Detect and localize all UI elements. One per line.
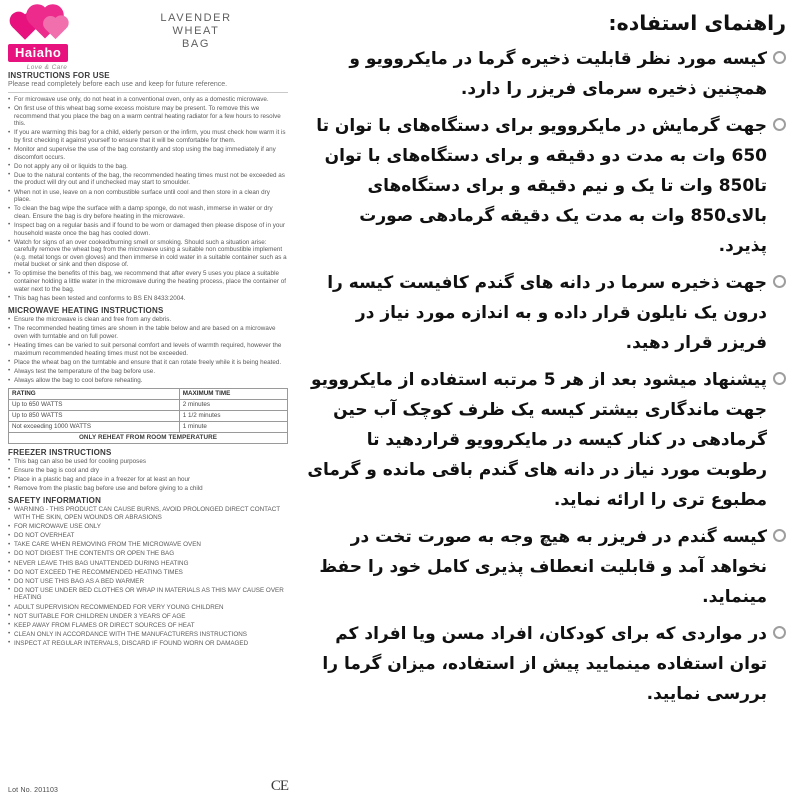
list-item: • This bag has been tested and conforms to BS EN 8433:2004.: [8, 295, 288, 303]
list-item: • Always test the temperature of the bag before use.: [8, 368, 288, 376]
list-item: • DO NOT USE UNDER BED CLOTHES OR WRAP IN MATERIALS AS THIS MAY CAUSE OVER HEATING: [8, 587, 288, 602]
farsi-instructions-column: [296, 0, 800, 800]
cell-rating: Not exceeding 1000 WATTS: [9, 421, 180, 432]
list-item: • Watch for signs of an over cooked/burning smell or smoking. Should such a situation arise: carefully remove the wheat bag from the microwave using a suitable non combustible implement (e.g. metal tongs or oven gloves) and then immerse in cold water in a suitable container such as a metal bucket or sink and then dispose of.: [8, 239, 288, 269]
list-item: • Inspect bag on a regular basis and if found to be worn or damaged then please dispose of in your household waste once the bag has cooled down.: [8, 222, 288, 237]
divider: [8, 92, 288, 93]
bullet-circle-icon: [773, 372, 786, 385]
microwave-heating-section: [8, 306, 288, 443]
list-item: • Monitor and supervise the use of the bag constantly and stop using the bag immediately if any discomfort occurs.: [8, 146, 288, 161]
list-item: • If you are warming this bag for a child, elderly person or the infirm, you must check how warm it is by first checking it against yourself to ensure that it will be comfortable for them.: [8, 129, 288, 144]
list-item: [306, 522, 786, 612]
list-item: • DO NOT OVERHEAT: [8, 532, 288, 540]
list-item: • Ensure the bag is cool and dry: [8, 467, 288, 475]
list-item-label: در مواردی که برای کودکان، افراد مسن ویا افراد کم توان استفاده مینمایید پیش از استفاده، میزان گرما را بررسی نمایید.: [322, 624, 767, 704]
list-item: • Ensure the microwave is clean and free from any debris.: [8, 316, 288, 324]
list-item: [306, 268, 786, 358]
table-row: [9, 410, 288, 421]
lot-number: Lot No. 201103: [8, 787, 59, 794]
list-item-label: پیشنهاد میشود بعد از هر 5 مرتبه استفاده از مایکروویو جهت ماندگاری بیشتر کیسه یک ظرف کوچک آب حین گرمادهی در کنار کیسه در مایکروویو قراردهید تا رطوبت مورد نیاز در دانه های گندم باقی مانده و گرمای مطبوع تری را ارائه نماید.: [307, 370, 767, 510]
product-title-line-1: LAVENDER: [160, 12, 232, 24]
list-item-label: جهت ذخیره سرما در دانه های گندم کافیست کیسه را درون یک نایلون قرار داده و به اندازه مورد نیاز در فریزر قرار دهید.: [327, 273, 767, 353]
list-item: • For microwave use only, do not heat in a conventional oven, only as a domestic microwave.: [8, 96, 288, 104]
list-item: • To optimise the benefits of this bag, we recommend that after every 5 uses you place a suitable container holding a little water in the microwave during the heating process, place the container of water next to the bag.: [8, 270, 288, 293]
list-item: • DO NOT EXCEED THE RECOMMENDED HEATING TIMES: [8, 569, 288, 577]
list-item: • Place in a plastic bag and place in a freezer for at least an hour: [8, 476, 288, 484]
brand-tagline: Love & Care: [26, 64, 68, 71]
microwave-heading: MICROWAVE HEATING INSTRUCTIONS: [8, 306, 164, 316]
label-footer: [8, 779, 288, 794]
column-header-rating: RATING: [9, 388, 180, 399]
column-header-maximum-time: MAXIMUM TIME: [179, 388, 287, 399]
list-item-label: کیسه مورد نظر قابلیت ذخیره گرما در مایکروویو و همچنین ذخیره سرمای فریزر را دارد.: [349, 49, 767, 99]
bullet-circle-icon: [773, 626, 786, 639]
english-instructions-column: [0, 0, 296, 800]
table-header-row: [9, 388, 288, 399]
product-title: [104, 6, 288, 51]
brand-header: [8, 6, 288, 71]
list-item: [306, 111, 786, 261]
bullet-circle-icon: [773, 529, 786, 542]
instructions-for-use-section: [8, 71, 288, 302]
table-row: [9, 399, 288, 410]
list-item: • DO NOT DIGEST THE CONTENTS OR OPEN THE BAG: [8, 550, 288, 558]
product-title-line-2: WHEAT: [172, 25, 220, 37]
bullet-circle-icon: [773, 118, 786, 131]
ce-mark-icon: CE: [270, 778, 288, 794]
list-item: • TAKE CARE WHEN REMOVING FROM THE MICROWAVE OVEN: [8, 541, 288, 549]
cell-time: 1 minute: [179, 421, 287, 432]
list-item: • NOT SUITABLE FOR CHILDREN UNDER 3 YEARS OF AGE: [8, 613, 288, 621]
safety-information-section: [8, 496, 288, 647]
list-item: • When not in use, leave on a non combustible surface until cool and then store in a clean dry place.: [8, 189, 288, 204]
product-title-line-3: BAG: [181, 38, 211, 50]
general-bullet-list: [8, 96, 288, 302]
safety-heading: SAFETY INFORMATION: [8, 496, 102, 506]
list-item: • On first use of this wheat bag some excess moisture may be present. To remove this we recommend that you place the bag on a warm central heating radiator for a few hours to resolve this.: [8, 105, 288, 128]
cell-rating: Up to 650 WATTS: [9, 399, 180, 410]
bullet-circle-icon: [773, 275, 786, 288]
table-row: [9, 421, 288, 432]
list-item: • Remove from the plastic bag before use and before giving to a child: [8, 485, 288, 493]
brand-name: Haiaho: [8, 44, 68, 62]
freezer-heading: FREEZER INSTRUCTIONS: [8, 447, 112, 457]
page-title: راهنمای استفاده:: [608, 11, 786, 35]
list-item: [306, 365, 786, 515]
list-item: • Due to the natural contents of the bag, the recommended heating times must not be exceeded as the product will dry out and if unchecked may start to smoulder.: [8, 172, 288, 187]
list-item: • FOR MICROWAVE USE ONLY: [8, 523, 288, 531]
heating-times-table: [8, 388, 288, 433]
freezer-bullet-list: [8, 458, 288, 493]
list-item: • DO NOT USE THIS BAG AS A BED WARMER: [8, 578, 288, 586]
list-item: • To clean the bag wipe the surface with a damp sponge, do not wash, immerse in water or dry clean. Ensure the bag is dry before heating in the microwave.: [8, 205, 288, 220]
safety-bullet-list: [8, 506, 288, 647]
list-item: [306, 44, 786, 104]
list-item: • CLEAN ONLY IN ACCORDANCE WITH THE MANUFACTURERS INSTRUCTIONS: [8, 631, 288, 639]
list-item: • Always allow the bag to cool before reheating.: [8, 377, 288, 385]
list-item: [306, 619, 786, 709]
instructions-heading: INSTRUCTIONS FOR USE: [8, 71, 110, 80]
heating-table-note: ONLY REHEAT FROM ROOM TEMPERATURE: [8, 433, 288, 444]
list-item: • NEVER LEAVE THIS BAG UNATTENDED DURING HEATING: [8, 560, 288, 568]
instructions-subheading: Please read completely before each use and keep for future reference.: [8, 81, 228, 88]
list-item: • Do not apply any oil or liquids to the bag.: [8, 163, 288, 171]
list-item: • Heating times can be varied to suit personal comfort and levels of warmth required, however the maximum recommended heating times must not be exceeded.: [8, 342, 288, 357]
cell-time: 2 minutes: [179, 399, 287, 410]
brand-logo: [8, 6, 104, 71]
list-item: • This bag can also be used for cooling purposes: [8, 458, 288, 466]
list-item: • The recommended heating times are shown in the table below and are based on a microwave oven with turntable and on full power.: [8, 325, 288, 340]
list-item-label: کیسه گندم در فریزر به هیچ وجه به صورت تخت در نخواهد آمد و قابلیت انعطاف پذیری کامل خود را حفظ مینماید.: [319, 527, 767, 607]
list-item: • WARNING - THIS PRODUCT CAN CAUSE BURNS, AVOID PROLONGED DIRECT CONTACT WITH THE SKIN, OPEN WOUNDS OR ABRASIONS: [8, 506, 288, 521]
list-item-label: جهت گرمایش در مایکروویو برای دستگاه‌های با توان تا 650 وات به مدت دو دقیقه و برای دستگاه‌های با توان تا850 وات تا یک و نیم دقیقه و برای دستگاه‌های بالای850 وات به مدت یک دقیقه گرمادهی صورت پذیرد.: [316, 116, 767, 256]
cell-time: 1 1/2 minutes: [179, 410, 287, 421]
microwave-bullet-list: [8, 316, 288, 384]
bullet-circle-icon: [773, 51, 786, 64]
list-item: • KEEP AWAY FROM FLAMES OR DIRECT SOURCES OF HEAT: [8, 622, 288, 630]
list-item: • INSPECT AT REGULAR INTERVALS, DISCARD IF FOUND WORN OR DAMAGED: [8, 640, 288, 648]
hearts-logo-icon: [14, 8, 72, 42]
list-item: • Place the wheat bag on the turntable and ensure that it can rotate freely while it is being heated.: [8, 359, 288, 367]
freezer-instructions-section: [8, 448, 288, 493]
cell-rating: Up to 850 WATTS: [9, 410, 180, 421]
list-item: • ADULT SUPERVISION RECOMMENDED FOR VERY YOUNG CHILDREN: [8, 604, 288, 612]
